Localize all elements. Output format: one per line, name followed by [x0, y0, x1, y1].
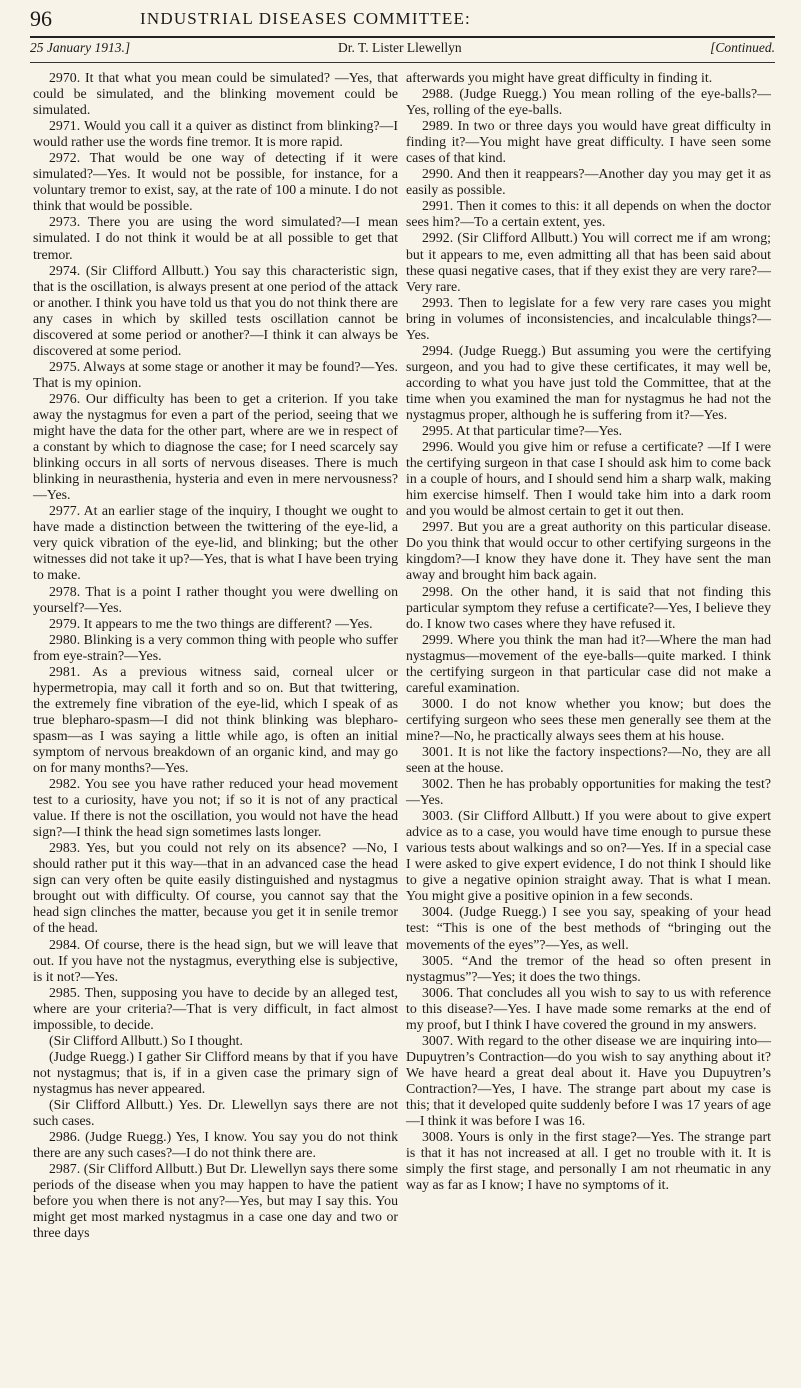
- paragraph: 2999. Where you think the man had it?—Where the man had nystagmus—movement of the eye-balls—quite marked. I think the certifying surgeon in that particular case did not make a careful examination.: [406, 631, 771, 695]
- paragraph: 2971. Would you call it a quiver as distinct from blinking?—I would rather use the words fine tremor. It is more rapid.: [33, 118, 398, 150]
- running-title: INDUSTRIAL DISEASES COMMITTEE:: [140, 9, 471, 28]
- paragraph: 2972. That would be one way of detecting if it were simulated?—Yes. It would not be possible, for instance, for a voluntary tremor to exist, say, at the rate of 100 a minute. I do not think that would be possible.: [33, 150, 398, 214]
- paragraph: (Sir Clifford Allbutt.) So I thought.: [49, 1032, 243, 1048]
- paragraph: 3000. I do not know whether you know; but does the certifying surgeon who sees these men generally see them at the mine?—No, he practically always sees them at his house.: [406, 695, 771, 743]
- subheader-rule: [30, 62, 775, 63]
- paragraph: 3002. Then he has probably opportunities for making the test?—Yes.: [406, 776, 771, 808]
- paragraph: 2990. And then it reappears?—Another day you may get it as easily as possible.: [406, 166, 771, 198]
- paragraph: (Judge Ruegg.) I gather Sir Clifford means by that if you have not nystagmus; that is, if in a given case the primary sign of nystagmus has never appeared.: [33, 1048, 398, 1096]
- paragraph: 2987. (Sir Clifford Allbutt.) But Dr. Llewellyn says there some periods of the disease when you may happen to have the patient before you when there is not any?—Yes, but may I say this. You might get most marked nystagmus in a case one day and two or three days: [33, 1161, 398, 1241]
- paragraph: 2984. Of course, there is the head sign, but we will leave that out. If you have not the nystagmus, everything else is subjective, is it not?—Yes.: [33, 936, 398, 984]
- paragraph: 2983. Yes, but you could not rely on its absence? —No, I should rather put it this way—that in an advanced case the head sign can very often be quite easily distinguished and nystagmus brought out with difficulty. Of course, you cannot say that the head sign clinches the matter, because you get it in senile tremor of the head.: [33, 840, 398, 936]
- hearing-date: 25 January 1913.]: [30, 40, 131, 55]
- paragraph: 3007. With regard to the other disease we are inquiring into—Dupuytren’s Contraction—do you wish to say anything about it? We have heard a great deal about it. Have you Dupuytren’s Contraction?—Yes, I have. The strange part about my case is this; that it developed quite suddenly before I was 17 years of age—I think it was before I was 16.: [406, 1032, 771, 1129]
- paragraph: 2982. You see you have rather reduced your head movement test to a curiosity, have you not; if so it is not of any practical value. If there is not the oscillation, you would not have the head sign?—I think the head sign sometimes lasts longer.: [33, 776, 398, 840]
- page-number: 96: [30, 6, 52, 31]
- paragraph: 2970. It that what you mean could be simulated? —Yes, that could be simulated, and the blinking movement could be simulated.: [33, 70, 398, 118]
- paragraph: 2975. Always at some stage or another it may be found?—Yes. That is my opinion.: [33, 358, 398, 390]
- paragraph: 2989. In two or three days you would have great difficulty in finding it?—You might have great difficulty. I have seen some cases of that kind.: [406, 118, 771, 166]
- paragraph: 2998. On the other hand, it is said that not finding this particular symptom they refuse a certificate?—Yes, I believe they do. I know two cases where they have refused it.: [406, 583, 771, 631]
- page-header: [30, 6, 775, 34]
- paragraph: 2994. (Judge Ruegg.) But assuming you were the certifying surgeon, and you had to give these certificates, it may well be, according to what you have just told the Committee, that at the time when you examined the man for nystagmus he had not the nystagmus proper, although he is suffering from it?—Yes.: [406, 342, 771, 422]
- paragraph: 3006. That concludes all you wish to say to us with reference to this disease?—Yes. I have made some remarks at the end of my proof, but I think I have covered the ground in my answers.: [406, 984, 771, 1032]
- paragraph: 2992. (Sir Clifford Allbutt.) You will correct me if am wrong; but it appears to me, even admitting all that has been said about these quasi negative cases, that if they exist they are very rare?—Very rare.: [406, 230, 771, 294]
- paragraph: 2988. (Judge Ruegg.) You mean rolling of the eye-balls?—Yes, rolling of the eye-balls.: [406, 86, 771, 118]
- witness-line: [30, 40, 775, 60]
- left-column: [33, 70, 398, 1241]
- paragraph: 2995. At that particular time?—Yes.: [422, 423, 623, 439]
- paragraph: (Sir Clifford Allbutt.) Yes. Dr. Llewellyn says there are not such cases.: [33, 1097, 398, 1129]
- paragraph: 2997. But you are a great authority on this particular disease. Do you think that would occur to other certifying surgeons in the kingdom?—I know they have done it. They have sent the man away and brought him back again.: [406, 519, 771, 583]
- paragraph: 3008. Yours is only in the first stage?—Yes. The strange part is that it has not increased at all. I get no trouble with it. It is simply the first stage, and personally I am not rheumatic in any way as far as I know; I have no symptoms of it.: [406, 1129, 771, 1193]
- right-column: [406, 70, 771, 1193]
- paragraph: 3003. (Sir Clifford Allbutt.) If you were about to give expert advice as to a case, you would have time enough to pursue these various tests about walkings and so on?—Yes. If in a special case I were asked to give expert evidence, I do not think I should like to give a negative opinion straight away. That is what I mean. You might give a positive opinion in a few seconds.: [406, 808, 771, 904]
- paragraph: 2980. Blinking is a very common thing with people who suffer from eye-strain?—Yes.: [33, 631, 398, 663]
- paragraph: 2976. Our difficulty has been to get a criterion. If you take away the nystagmus for even a part of the period, seeing that we might have the data for the other part, where are we in respect of a constant by which to diagnose the case; for I need scarcely say blinking occurs in all sorts of nervous diseases. There is much blinking in neurasthenia, hysteria and even in mere nervousness?—Yes.: [33, 390, 398, 503]
- paragraph: 3005. “And the tremor of the head so often present in nystagmus”?—Yes; it does the two things.: [406, 952, 771, 984]
- paragraph: 2977. At an earlier stage of the inquiry, I thought we ought to have made a distinction between the twittering of the eye-lid, a very quick vibration of the eye-lid, and blinking; but the other witnesses did not take it up?—Yes, that is what I have been trying to make.: [33, 503, 399, 583]
- paragraph: 2981. As a previous witness said, corneal ulcer or hypermetropia, may call it forth and so on. But that twittering, the extremely fine vibration of the eye-lid, which I speak of as true blepharo-spasm—I did not think blinking was blepharo-spasm—as I was saying a little while ago, is often an initial symptom of nervous breakdown of an organic kind, and may go on for many months?—Yes.: [33, 663, 398, 776]
- paragraph: 2974. (Sir Clifford Allbutt.) You say this characteristic sign, that is the oscillation, is always present at one period of the attack or another. I think you have told us that you do not think there are any cases in which by skilled tests oscillation cannot be discovered at some period or another?—I think it can always be discovered at some period.: [33, 262, 398, 358]
- continued-label: [Continued.: [710, 40, 775, 55]
- paragraph: 2993. Then to legislate for a few very rare cases you might bring in volumes of inconsistencies, and incalculable things?—Yes.: [406, 294, 771, 342]
- paragraph: 2991. Then it comes to this: it all depends on when the doctor sees him?—To a certain extent, yes.: [406, 198, 771, 230]
- paragraph: 2986. (Judge Ruegg.) Yes, I know. You say you do not think there are any such cases?—I do not think there are.: [33, 1129, 398, 1161]
- paragraph: 2978. That is a point I rather thought you were dwelling on yourself?—Yes.: [33, 583, 398, 615]
- paragraph: afterwards you might have great difficulty in finding it.: [406, 70, 713, 85]
- paragraph: 3004. (Judge Ruegg.) I see you say, speaking of your head test: “This is one of the best methods of “bringing out the movements of the eyes”?—Yes, as well.: [406, 904, 771, 952]
- paragraph: 2973. There you are using the word simulated?—I mean simulated. I do not think it would be at all possible to get that tremor.: [33, 214, 398, 262]
- witness-name: Dr. T. Lister Llewellyn: [338, 40, 462, 55]
- paragraph: 3001. It is not like the factory inspections?—No, they are all seen at the house.: [406, 743, 771, 776]
- paragraph: 2985. Then, supposing you have to decide by an alleged test, where are your criteria?—That is very difficult, in fact almost impossible, to decide.: [33, 984, 398, 1032]
- paragraph: 2979. It appears to me the two things are different? —Yes.: [49, 615, 373, 631]
- paragraph: 2996. Would you give him or refuse a certificate? —If I were the certifying surgeon in that case I should ask him to come back in a couple of hours, and I should send him a sharp walk, making him exercise himself. Then I would take him into a dark room and you would be almost certain to get it out then.: [406, 439, 771, 519]
- header-rule: [30, 36, 775, 38]
